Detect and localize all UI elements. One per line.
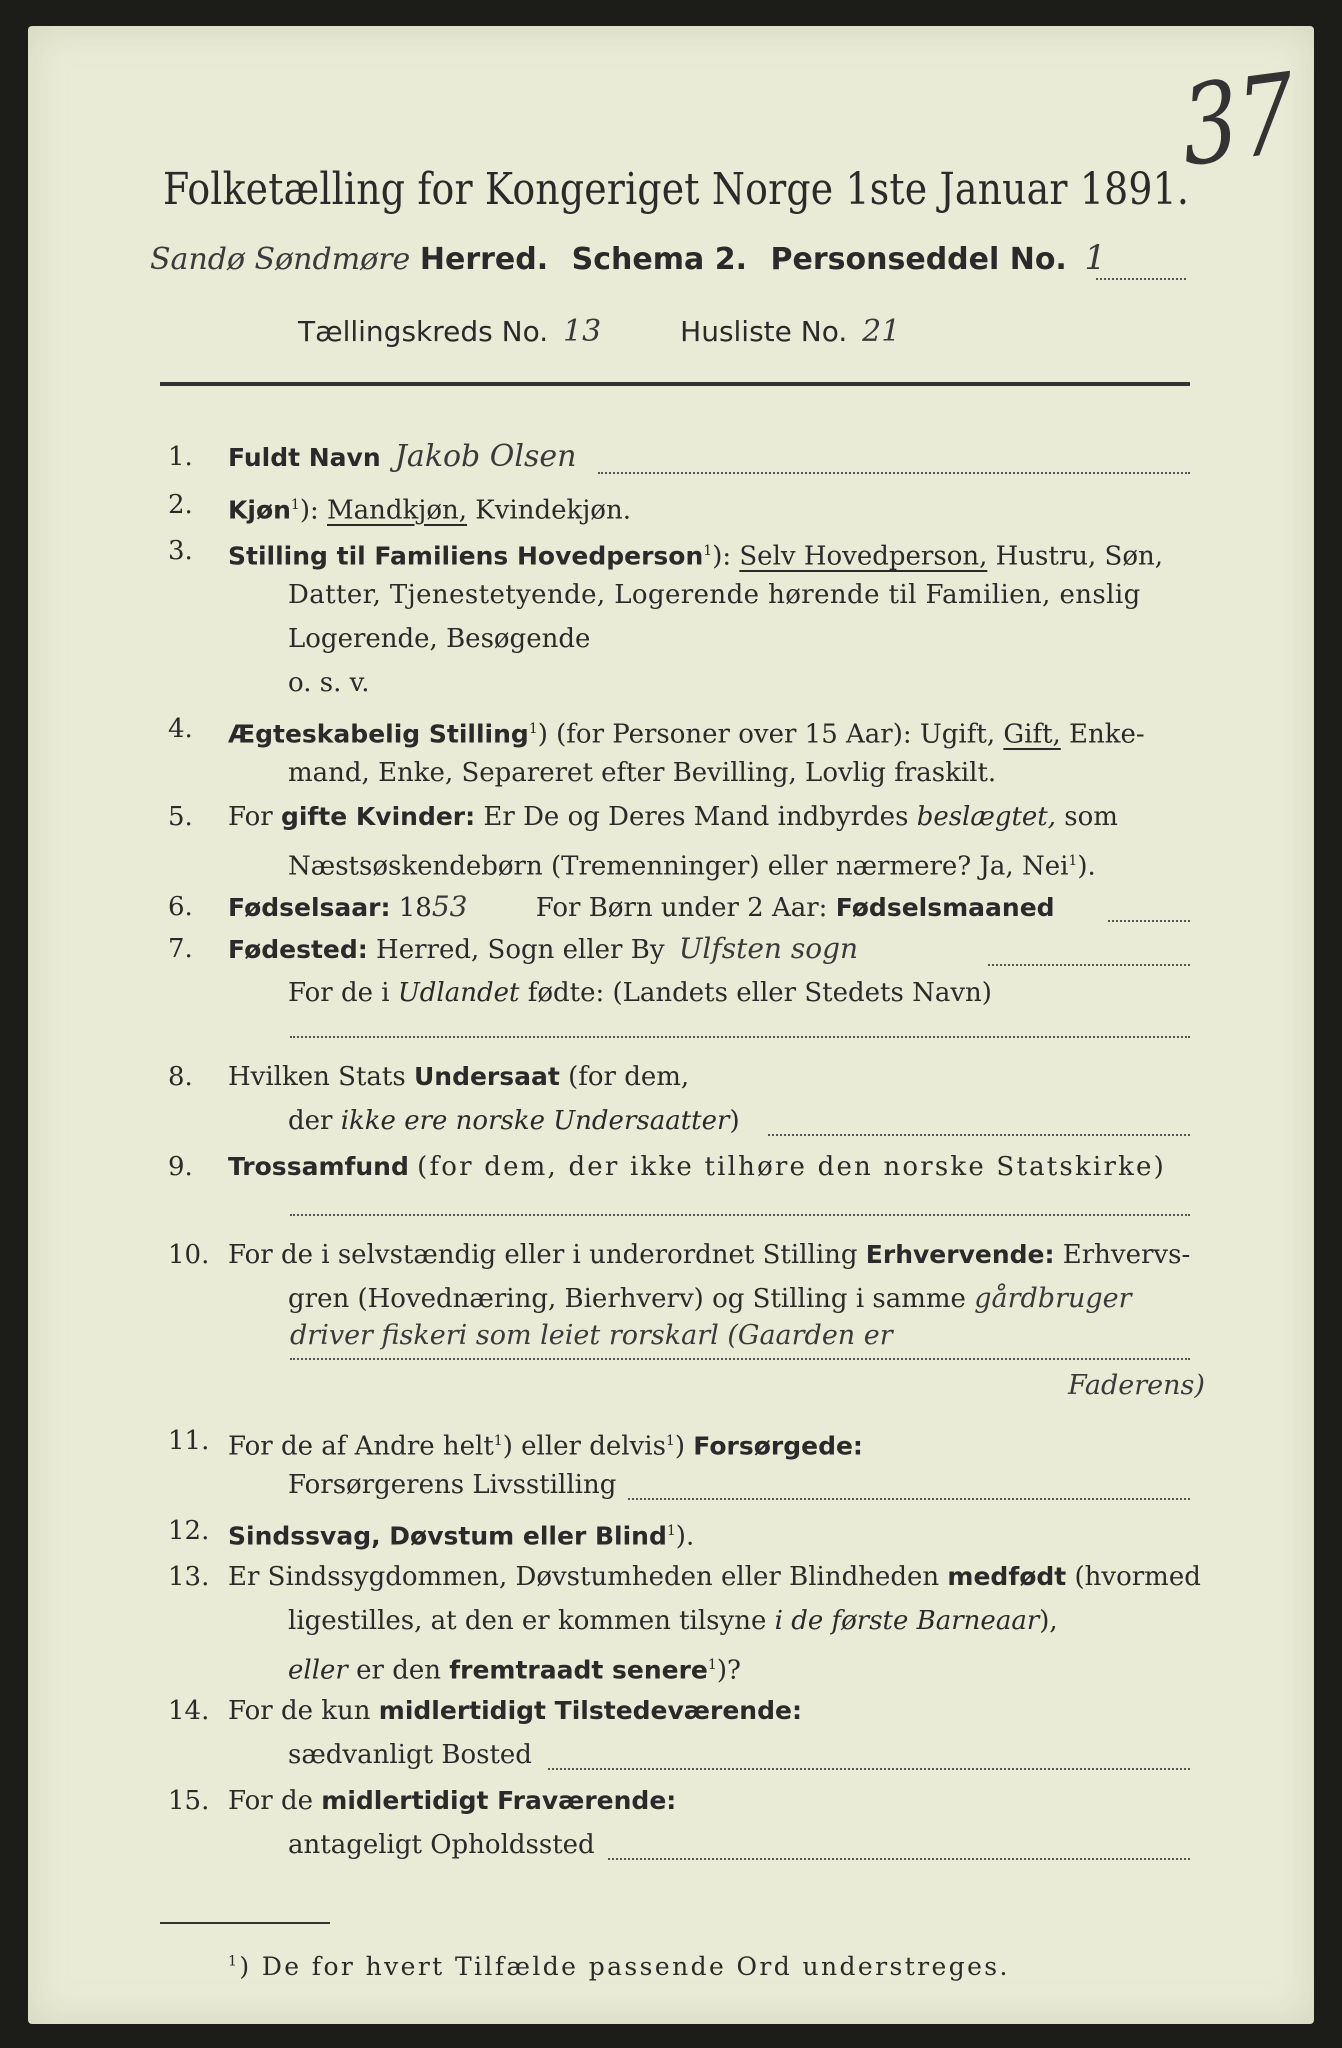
form-title: Folketælling for Kongeriget Norge 1ste Januar 1891. (163, 164, 1190, 215)
field-5-row (28, 796, 1314, 838)
field-13-line3-a: er den (356, 1655, 441, 1686)
field-7-label: Fødested: (228, 935, 368, 964)
personseddel-dots (1096, 278, 1186, 280)
field-4-row (28, 708, 1314, 750)
field-12-number: 12. (168, 1516, 210, 1546)
field-8-number: 8. (168, 1062, 193, 1092)
field-3-footnote-ref: 1 (703, 543, 713, 559)
field-6-number: 6. (168, 892, 193, 922)
field-8-label: Undersaat (413, 1062, 560, 1091)
field-7-number: 7. (168, 934, 193, 964)
field-5-end: ). (1077, 851, 1096, 882)
field-14-line2-text: sædvanligt Bosted (288, 1740, 532, 1770)
field-3-number: 3. (168, 536, 193, 566)
herred-line (150, 238, 1106, 278)
field-11-footnote-ref-2: 1 (665, 1433, 675, 1449)
field-3-option-selv: Selv Hovedperson, (739, 541, 988, 572)
footnote-rule (160, 1922, 330, 1924)
personseddel-label: Personseddel No. (770, 242, 1067, 277)
field-13-end: )? (716, 1655, 741, 1686)
field-2-footnote-ref: 1 (290, 497, 300, 513)
field-15-label: midlertidigt Fraværende: (321, 1786, 677, 1815)
field-7-line2 (28, 972, 1314, 1014)
field-12-label: Sindssvag, Døvstum eller Blind (228, 1521, 667, 1551)
field-13-footnote-ref: 1 (707, 1657, 717, 1673)
field-9-label: Trossamfund (228, 1152, 409, 1181)
field-5-footnote-ref: 1 (1068, 853, 1078, 869)
field-8-row (28, 1056, 1314, 1098)
field-10-label: Erhvervende: (865, 1240, 1055, 1269)
field-6-label2: Fødselsmaaned (835, 893, 1055, 922)
field-11-line1-c: ) (674, 1431, 685, 1462)
field-3-row (28, 530, 1314, 572)
field-5-line2-text: Næstsøskendebørn (Tremenninger) eller nærmere? Ja, Nei (288, 851, 1069, 882)
field-7-line2-italic: Udlandet (397, 978, 520, 1008)
field-13-label: medfødt (947, 1562, 1067, 1591)
field-11-dots (628, 1498, 1190, 1500)
field-2-colon: ): (299, 495, 319, 526)
field-5-italic: beslægtet, (916, 802, 1057, 832)
husliste-label: Husliste No. (680, 315, 848, 348)
field-3-line4 (28, 662, 1314, 704)
field-3-line2-text: Datter, Tjenestetyende, Logerende hørende til Familien, enslig (288, 580, 1141, 610)
field-2-option-mandkjon: Mandkjøn, (327, 495, 468, 526)
field-8-line2-a: der (288, 1106, 333, 1136)
field-8-line1-a: Hvilken Stats (228, 1062, 406, 1092)
field-13-number: 13. (168, 1562, 210, 1592)
field-7-dots (988, 964, 1190, 966)
field-5-line2 (28, 840, 1314, 882)
field-5-line1-b: som (1064, 802, 1118, 832)
field-6-dots (1108, 920, 1190, 922)
census-form-sheet (28, 26, 1314, 2024)
field-2-option-kvindekjon: Kvindekjøn. (475, 495, 631, 526)
field-2-row (28, 484, 1314, 526)
field-1-value: Jakob Olsen (394, 439, 577, 474)
field-4-number: 4. (168, 714, 193, 744)
field-12-footnote-ref: 1 (666, 1523, 676, 1539)
field-8-line2-italic: ikke ere norske Undersaatter (340, 1106, 730, 1136)
field-14-row (28, 1690, 1314, 1732)
field-6-mid: For Børn under 2 Aar: (535, 893, 828, 923)
field-13-line1-b: (hvormed (1074, 1562, 1201, 1592)
field-11-footnote-ref: 1 (493, 1433, 503, 1449)
field-7-line1: Herred, Sogn eller By (376, 935, 665, 965)
field-10-number: 10. (168, 1240, 210, 1270)
field-10-dots (290, 1358, 1190, 1360)
field-10-line1-a: For de i selvstændig eller i underordnet Stilling (228, 1240, 858, 1270)
header-rule (160, 382, 1190, 386)
field-1-dots (598, 472, 1190, 474)
field-15-number: 15. (168, 1786, 210, 1816)
personseddel-value: 1 (1084, 238, 1107, 278)
field-4-line2 (28, 752, 1314, 794)
field-2-label: Kjøn (228, 495, 291, 525)
field-8-dots (768, 1134, 1190, 1136)
field-6-label: Fødselsaar: (228, 893, 391, 922)
field-8-line2-b: ) (729, 1106, 740, 1136)
field-10-value2: driver fiskeri som leiet rorskarl (Gaarden er (290, 1320, 893, 1351)
field-8-line1-b: (for dem, (568, 1062, 690, 1092)
field-1-label: Fuldt Navn (228, 443, 381, 472)
field-13-line3 (28, 1644, 1314, 1686)
field-10-line2-text: gren (Hovednæring, Bierhverv) og Stilling i samme (288, 1284, 966, 1314)
field-13-label2: fremtraadt senere (449, 1655, 708, 1685)
field-3-line1-rest: Hustru, Søn, (995, 541, 1164, 572)
page-number: 37 (1176, 49, 1300, 191)
field-4-option-gift: Gift, (1003, 719, 1061, 750)
field-5-line1-a: Er De og Deres Mand indbyrdes (483, 802, 909, 832)
field-3-line3 (28, 618, 1314, 660)
field-15-line1-a: For de (228, 1786, 313, 1816)
field-7-value: Ulfsten sogn (678, 932, 859, 965)
field-4-line1-b: Enke- (1069, 719, 1145, 750)
field-7-line2-a: For de i (288, 978, 390, 1008)
herred-value: Sandø Søndmøre (150, 242, 411, 277)
field-4-footnote-ref: 1 (528, 721, 538, 737)
field-3-line3-text: Logerende, Besøgende (288, 624, 591, 654)
field-10-value1: gårdbruger (974, 1283, 1132, 1314)
field-13-line1-a: Er Sindssygdommen, Døvstumheden eller Blindheden (228, 1562, 940, 1592)
field-4-line2-text: mand, Enke, Separeret efter Bevilling, Lovlig fraskilt. (288, 758, 997, 788)
husliste-value: 21 (862, 314, 901, 349)
field-11-line1-b: ) eller delvis (502, 1431, 666, 1462)
field-7-line2-b: fødte: (Landets eller Stedets Navn) (527, 978, 992, 1008)
field-12-row (28, 1510, 1314, 1552)
taellingskreds-value: 13 (563, 314, 602, 349)
field-9-rest: (for dem, der ikke tilhøre den norske Statskirke) (417, 1152, 1166, 1182)
field-4-line1-a: ) (for Personer over 15 Aar): Ugift, (537, 719, 996, 750)
field-9-blank-dots (290, 1214, 1190, 1216)
field-11-row (28, 1420, 1314, 1462)
field-13-line2-italic: i de første Barneaar (774, 1606, 1040, 1636)
field-9-row (28, 1146, 1314, 1188)
field-12-end: ). (675, 1521, 695, 1552)
schema-label: Schema 2. (571, 242, 747, 277)
field-10-row (28, 1234, 1314, 1276)
field-9-number: 9. (168, 1152, 193, 1182)
field-3-line4-text: o. s. v. (288, 668, 370, 698)
field-13-line3-italic: eller (288, 1655, 348, 1686)
field-10-line1-b: Erhvervs- (1062, 1240, 1191, 1270)
field-15-line2-text: antageligt Opholdssted (288, 1830, 595, 1860)
field-11-line1-a: For de af Andre helt (228, 1431, 494, 1462)
field-5-label: gifte Kvinder: (280, 802, 476, 831)
field-14-label: midlertidigt Tilstedeværende: (378, 1696, 802, 1725)
field-15-dots (608, 1858, 1190, 1860)
field-7-blank-dots (290, 1036, 1190, 1038)
field-14-dots (548, 1768, 1190, 1770)
field-14-line1-a: For de kun (228, 1696, 371, 1726)
field-5-number: 5. (168, 802, 193, 832)
field-2-number: 2. (168, 490, 193, 520)
field-11-line2-text: Forsørgerens Livsstilling (288, 1470, 617, 1500)
taellingskreds-line (298, 314, 900, 349)
field-6-year-value: 53 (431, 890, 468, 923)
field-11-label: Forsørgede: (693, 1431, 863, 1461)
field-13-row (28, 1556, 1314, 1598)
field-14-number: 14. (168, 1696, 210, 1726)
taellingskreds-label: Tællingskreds No. (298, 315, 549, 348)
field-1-number: 1. (168, 442, 193, 472)
herred-label: Herred. (419, 242, 549, 277)
field-3-line2 (28, 574, 1314, 616)
field-3-label: Stilling til Familiens Hovedperson (228, 541, 704, 571)
field-13-line2 (28, 1600, 1314, 1642)
footnote-mark: 1 (228, 1953, 240, 1970)
field-6-year-prefix: 18 (398, 893, 432, 923)
field-10-line2 (28, 1278, 1314, 1320)
field-3-colon: ): (712, 541, 732, 572)
field-5-pre: For (228, 802, 273, 832)
field-13-line2-a: ligestilles, at den er kommen tilsyne (288, 1606, 767, 1636)
footnote (228, 1952, 1010, 1981)
field-13-line2-b: ), (1039, 1606, 1058, 1636)
field-15-row (28, 1780, 1314, 1822)
field-11-number: 11. (168, 1426, 210, 1456)
footnote-text: ) De for hvert Tilfælde passende Ord understreges. (239, 1952, 1010, 1981)
field-4-label: Ægteskabelig Stilling (228, 719, 529, 749)
field-10-value3: Faderens) (1068, 1370, 1205, 1401)
